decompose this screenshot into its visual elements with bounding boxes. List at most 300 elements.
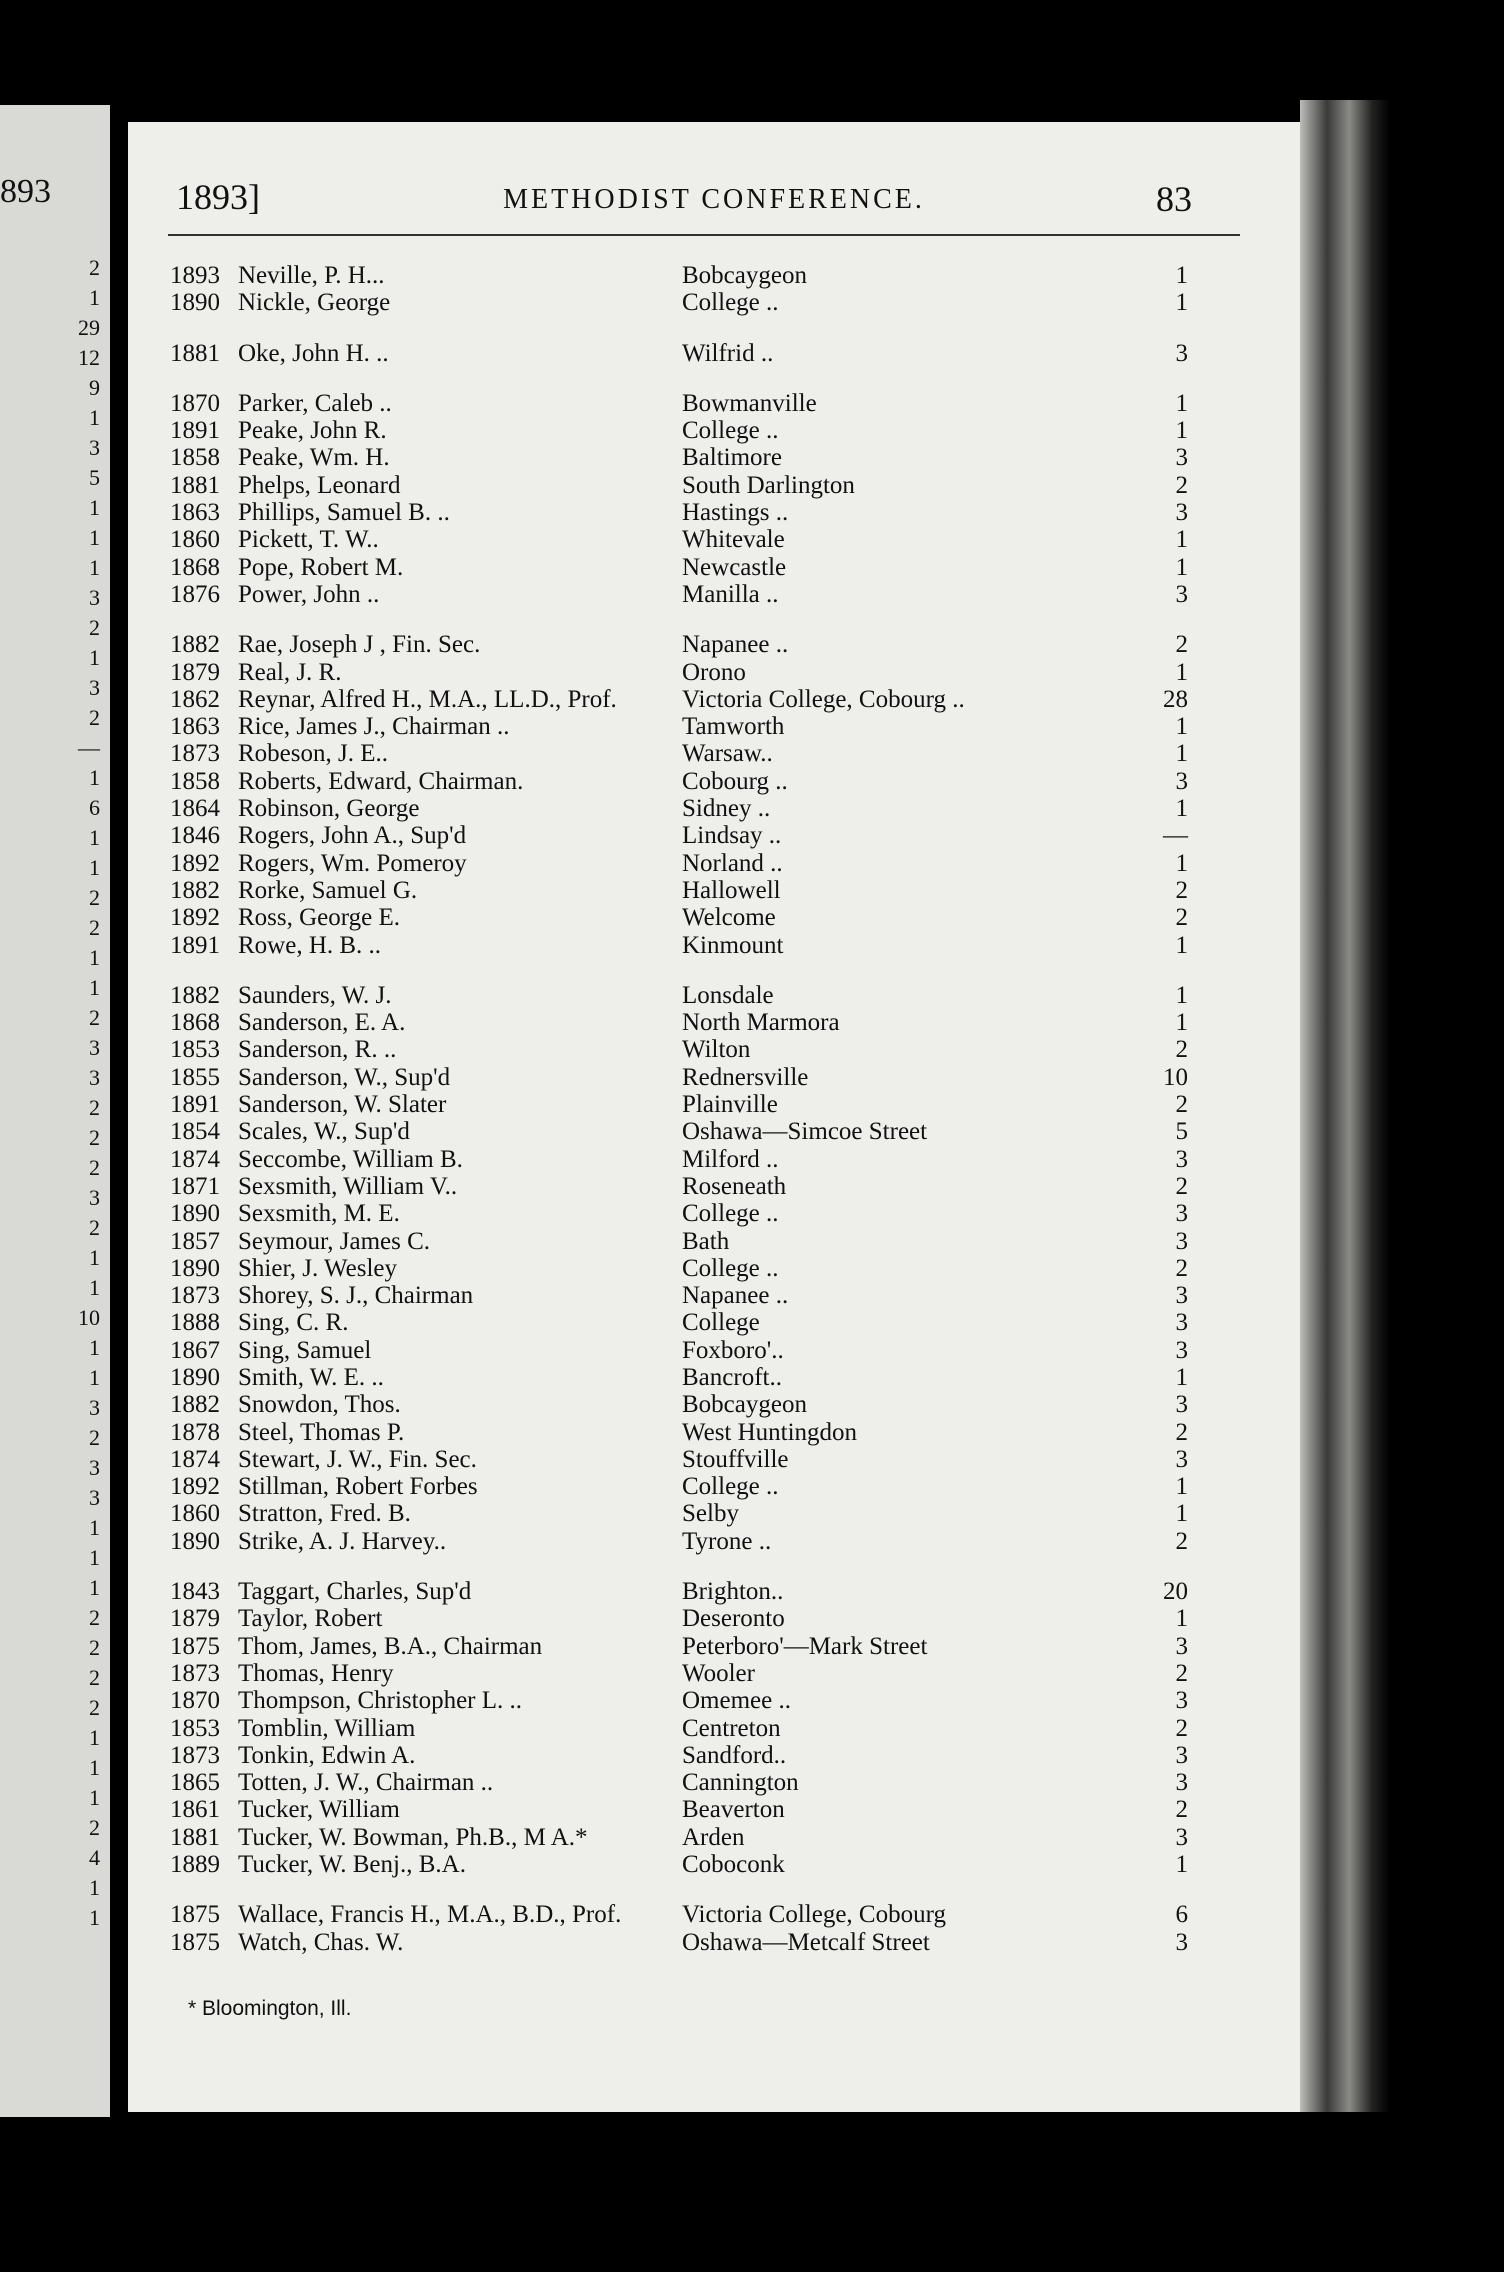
entry-station: Napanee .. — [682, 1282, 789, 1310]
entry-name: Wallace, Francis H., M.A., B.D., Prof. — [238, 1901, 622, 1929]
entry-name: Neville, P. H... — [238, 262, 385, 289]
previous-page-number: 1 — [89, 1545, 100, 1570]
previous-page-number: 3 — [89, 1485, 100, 1510]
list-item — [128, 1446, 1300, 1473]
entry-name: Taylor, Robert — [238, 1605, 383, 1633]
list-item — [128, 1064, 1300, 1091]
previous-page-number: 1 — [89, 555, 100, 580]
previous-page-number: 3 — [89, 675, 100, 700]
entry-years-count: 2 — [1175, 904, 1188, 932]
page-title: METHODIST CONFERENCE. — [503, 184, 925, 215]
page-header — [128, 168, 1300, 228]
entry-years-count: 20 — [1163, 1578, 1188, 1606]
list-item — [128, 1578, 1300, 1605]
entry-year: 1878 — [170, 1418, 220, 1446]
entry-station: Oshawa—Simcoe Street — [682, 1118, 928, 1146]
entry-years-count: 3 — [1175, 1282, 1188, 1310]
previous-page-number: 1 — [89, 1245, 100, 1270]
entry-years-count: 1 — [1175, 417, 1188, 445]
list-item — [128, 390, 1300, 417]
entry-station: Cobourg .. — [682, 767, 788, 795]
previous-page-number: 6 — [89, 795, 100, 820]
entry-station: Deseronto — [682, 1605, 785, 1633]
previous-page-number: 3 — [89, 585, 100, 610]
entry-years-count: 2 — [1175, 1418, 1188, 1446]
entry-year: 1881 — [170, 339, 220, 367]
section-gap — [128, 367, 1300, 390]
entry-station: Norland .. — [682, 849, 783, 877]
entry-year: 1876 — [170, 580, 220, 608]
previous-page-number: 1 — [89, 855, 100, 880]
previous-page-fragment — [0, 105, 110, 2117]
entry-station: Tyrone .. — [682, 1527, 772, 1555]
entry-name: Shorey, S. J., Chairman — [238, 1282, 474, 1310]
entry-name: Sanderson, W., Sup'd — [238, 1063, 451, 1091]
previous-page-number: 1 — [89, 1275, 100, 1300]
entry-year: 1873 — [170, 1282, 220, 1310]
entry-years-count: 1 — [1175, 1473, 1188, 1501]
entry-year: 1882 — [170, 1391, 220, 1419]
entry-name: Rogers, Wm. Pomeroy — [238, 849, 467, 877]
entry-name: Sanderson, E. A. — [238, 1009, 406, 1037]
entry-station: Newcastle — [682, 553, 787, 581]
entry-name: Robinson, George — [238, 795, 420, 823]
entry-name: Totten, J. W., Chairman .. — [238, 1769, 494, 1797]
list-item — [128, 1309, 1300, 1336]
entry-years-count: 1 — [1175, 1605, 1188, 1633]
entry-year: 1873 — [170, 1659, 220, 1687]
entry-years-count: 3 — [1175, 1200, 1188, 1228]
previous-page-number: 1 — [89, 1905, 100, 1930]
list-item — [128, 982, 1300, 1009]
entry-year: 1868 — [170, 1009, 220, 1037]
entry-station: Centreton — [682, 1714, 781, 1742]
entry-name: Watch, Chas. W. — [238, 1928, 404, 1956]
list-item — [128, 1146, 1300, 1173]
entry-years-count: 2 — [1175, 1714, 1188, 1742]
previous-page-number: 3 — [89, 1065, 100, 1090]
previous-page-number: 2 — [89, 1635, 100, 1660]
entry-name: Phillips, Samuel B. .. — [238, 499, 450, 527]
entry-station: Peterboro'—Mark Street — [682, 1632, 928, 1660]
entry-year: 1882 — [170, 981, 220, 1009]
entry-years-count: 1 — [1175, 1009, 1188, 1037]
previous-page-number: 4 — [89, 1845, 100, 1870]
list-item — [128, 554, 1300, 581]
entry-years-count: 1 — [1175, 1500, 1188, 1528]
list-item — [128, 631, 1300, 658]
entry-name: Tucker, W. Benj., B.A. — [238, 1851, 466, 1879]
list-item — [128, 1337, 1300, 1364]
entry-name: Taggart, Charles, Sup'd — [238, 1578, 472, 1606]
previous-page-number: 1 — [89, 1365, 100, 1390]
entry-years-count: 1 — [1175, 526, 1188, 554]
list-item — [128, 1605, 1300, 1632]
entry-years-count: 3 — [1175, 339, 1188, 367]
entry-years-count: 3 — [1175, 499, 1188, 527]
entry-station: College .. — [682, 417, 779, 445]
entry-years-count: 2 — [1175, 1659, 1188, 1687]
entry-station: Stouffville — [682, 1445, 789, 1473]
list-item — [128, 932, 1300, 959]
entry-station: College .. — [682, 1254, 779, 1282]
entry-name: Tonkin, Edwin A. — [238, 1741, 416, 1769]
previous-page-number: 1 — [89, 285, 100, 310]
list-item — [128, 1200, 1300, 1227]
entry-years-count: 1 — [1175, 389, 1188, 417]
entry-years-count: 3 — [1175, 1687, 1188, 1715]
previous-page-number: 1 — [89, 1755, 100, 1780]
entry-year: 1861 — [170, 1796, 220, 1824]
previous-page-number: 1 — [89, 945, 100, 970]
entry-year: 1853 — [170, 1714, 220, 1742]
entry-station: Cannington — [682, 1769, 799, 1797]
entry-year: 1855 — [170, 1063, 220, 1091]
entry-name: Roberts, Edward, Chairman. — [238, 767, 524, 795]
entry-years-count: 3 — [1175, 444, 1188, 472]
entry-years-count: 1 — [1175, 981, 1188, 1009]
entry-years-count: — — [1163, 822, 1188, 850]
entry-year: 1891 — [170, 931, 220, 959]
entry-year: 1881 — [170, 1823, 220, 1851]
list-item — [128, 1091, 1300, 1118]
entry-years-count: 2 — [1175, 1172, 1188, 1200]
previous-page-number: 2 — [89, 1095, 100, 1120]
entry-station: Arden — [682, 1823, 745, 1851]
entry-station: College .. — [682, 1473, 779, 1501]
entry-year: 1890 — [170, 1363, 220, 1391]
entry-year: 1870 — [170, 389, 220, 417]
entry-station: Selby — [682, 1500, 739, 1528]
entry-years-count: 1 — [1175, 713, 1188, 741]
entry-years-count: 3 — [1175, 1741, 1188, 1769]
entry-years-count: 1 — [1175, 289, 1188, 317]
list-item — [128, 1364, 1300, 1391]
previous-page-number: 1 — [89, 1785, 100, 1810]
entry-years-count: 1 — [1175, 740, 1188, 768]
entry-name: Robeson, J. E.. — [238, 740, 388, 768]
previous-page-number: 3 — [89, 1035, 100, 1060]
entry-years-count: 3 — [1175, 1391, 1188, 1419]
entry-year: 1890 — [170, 1254, 220, 1282]
entry-name: Peake, Wm. H. — [238, 444, 390, 472]
entry-years-count: 2 — [1175, 1254, 1188, 1282]
entry-year: 1871 — [170, 1172, 220, 1200]
list-item — [128, 822, 1300, 849]
entry-year: 1863 — [170, 499, 220, 527]
entry-year: 1890 — [170, 1200, 220, 1228]
entry-year: 1889 — [170, 1851, 220, 1879]
previous-page-number: 1 — [89, 1875, 100, 1900]
entry-year: 1881 — [170, 471, 220, 499]
entry-year: 1879 — [170, 1605, 220, 1633]
previous-page-number: 3 — [89, 1395, 100, 1420]
list-item — [128, 877, 1300, 904]
previous-page-number: 1 — [89, 1725, 100, 1750]
list-item — [128, 1851, 1300, 1878]
list-item — [128, 472, 1300, 499]
entry-name: Strike, A. J. Harvey.. — [238, 1527, 447, 1555]
list-item — [128, 1660, 1300, 1687]
entry-station: Plainville — [682, 1091, 778, 1119]
list-item — [128, 1901, 1300, 1928]
list-item — [128, 1687, 1300, 1714]
entry-name: Pickett, T. W.. — [238, 526, 379, 554]
entry-years-count: 2 — [1175, 1036, 1188, 1064]
entry-station: South Darlington — [682, 471, 855, 499]
list-item — [128, 1633, 1300, 1660]
entry-years-count: 1 — [1175, 849, 1188, 877]
entry-station: Whitevale — [682, 526, 785, 554]
entry-year: 1879 — [170, 658, 220, 686]
header-year: 1893] — [176, 177, 260, 217]
previous-page-number: 9 — [89, 375, 100, 400]
entry-year: 1868 — [170, 553, 220, 581]
entry-year: 1867 — [170, 1336, 220, 1364]
list-item — [128, 1473, 1300, 1500]
list-item — [128, 1228, 1300, 1255]
entry-name: Saunders, W. J. — [238, 981, 392, 1009]
previous-page-number: 2 — [89, 885, 100, 910]
entry-year: 1862 — [170, 685, 220, 713]
entry-years-count: 1 — [1175, 795, 1188, 823]
section-gap — [128, 959, 1300, 982]
entry-year: 1860 — [170, 526, 220, 554]
entry-name: Steel, Thomas P. — [238, 1418, 405, 1446]
entry-name: Seccombe, William B. — [238, 1145, 463, 1173]
entry-station: Napanee .. — [682, 631, 789, 659]
entry-station: Omemee .. — [682, 1687, 791, 1715]
entry-station: Bobcaygeon — [682, 1391, 807, 1419]
entry-year: 1875 — [170, 1928, 220, 1956]
entry-station: College — [682, 1309, 760, 1337]
entry-name: Rorke, Samuel G. — [238, 876, 418, 904]
previous-page-number: 1 — [89, 1335, 100, 1360]
entry-station: Roseneath — [682, 1172, 787, 1200]
list-item — [128, 1255, 1300, 1282]
previous-page-number: 2 — [89, 1125, 100, 1150]
previous-page-number: 2 — [89, 1005, 100, 1030]
list-item — [128, 740, 1300, 767]
entry-year: 1882 — [170, 631, 220, 659]
entry-year: 1892 — [170, 904, 220, 932]
list-item — [128, 340, 1300, 367]
list-item — [128, 686, 1300, 713]
entry-year: 1882 — [170, 876, 220, 904]
entry-year: 1891 — [170, 1091, 220, 1119]
page-number: 83 — [1156, 179, 1192, 219]
entry-station: Beaverton — [682, 1796, 785, 1824]
entry-year: 1892 — [170, 1473, 220, 1501]
entry-station: Manilla .. — [682, 580, 779, 608]
entry-years-count: 3 — [1175, 767, 1188, 795]
list-item — [128, 1173, 1300, 1200]
previous-page-number: 2 — [89, 1815, 100, 1840]
book-spine — [1300, 100, 1390, 2112]
previous-page-number: 2 — [89, 255, 100, 280]
entry-station: Baltimore — [682, 444, 782, 472]
entry-years-count: 6 — [1175, 1901, 1188, 1929]
previous-page-number: 3 — [89, 1455, 100, 1480]
entry-years-count: 3 — [1175, 1445, 1188, 1473]
entry-station: Milford .. — [682, 1145, 779, 1173]
entry-name: Tucker, William — [238, 1796, 400, 1824]
entry-station: Bowmanville — [682, 389, 817, 417]
entry-year: 1865 — [170, 1769, 220, 1797]
entry-years-count: 10 — [1163, 1063, 1188, 1091]
entry-years-count: 1 — [1175, 262, 1188, 289]
entry-station: Hastings .. — [682, 499, 789, 527]
entry-years-count: 3 — [1175, 580, 1188, 608]
entry-name: Pope, Robert M. — [238, 553, 404, 581]
entry-years-count: 1 — [1175, 1851, 1188, 1879]
entry-station: Wilfrid .. — [682, 339, 774, 367]
previous-page-number: 12 — [78, 345, 100, 370]
previous-page-number: 3 — [89, 1185, 100, 1210]
entry-station: Welcome — [682, 904, 776, 932]
entry-years-count: 3 — [1175, 1632, 1188, 1660]
entry-name: Snowdon, Thos. — [238, 1391, 401, 1419]
entry-year: 1854 — [170, 1118, 220, 1146]
entry-station: College .. — [682, 1200, 779, 1228]
entry-station: Oshawa—Metcalf Street — [682, 1928, 930, 1956]
list-item — [128, 1715, 1300, 1742]
list-item — [128, 1528, 1300, 1555]
entry-year: 1864 — [170, 795, 220, 823]
list-item — [128, 1036, 1300, 1063]
entry-station: Bath — [682, 1227, 730, 1255]
entry-year: 1853 — [170, 1036, 220, 1064]
list-item — [128, 289, 1300, 316]
list-item — [128, 1742, 1300, 1769]
previous-page-header: 893 — [0, 173, 51, 210]
entry-name: Ross, George E. — [238, 904, 401, 932]
entry-year: 1892 — [170, 849, 220, 877]
section-gap — [128, 1555, 1300, 1578]
previous-page-number: 1 — [89, 765, 100, 790]
entry-years-count: 2 — [1175, 1527, 1188, 1555]
entry-name: Oke, John H. .. — [238, 339, 389, 367]
previous-page-number: 2 — [89, 1605, 100, 1630]
entry-years-count: 3 — [1175, 1823, 1188, 1851]
entry-station: Bobcaygeon — [682, 262, 807, 289]
entry-station: Brighton.. — [682, 1578, 784, 1606]
entry-name: Parker, Caleb .. — [238, 389, 392, 417]
list-item — [128, 1282, 1300, 1309]
previous-page-number: 1 — [89, 825, 100, 850]
entry-year: 1890 — [170, 1527, 220, 1555]
entry-year: 1858 — [170, 444, 220, 472]
list-item — [128, 581, 1300, 608]
entry-year: 1888 — [170, 1309, 220, 1337]
previous-page-number: 2 — [89, 705, 100, 730]
list-item — [128, 444, 1300, 471]
previous-page-number: 10 — [78, 1305, 100, 1330]
list-item — [128, 904, 1300, 931]
list-item — [128, 1929, 1300, 1956]
entry-name: Reynar, Alfred H., M.A., LL.D., Prof. — [238, 685, 617, 713]
previous-page-number: 1 — [89, 405, 100, 430]
footnote: * Bloomington, Ill. — [188, 1997, 352, 2020]
previous-page-number: 2 — [89, 915, 100, 940]
section-gap — [128, 1878, 1300, 1901]
previous-page-number: 1 — [89, 1515, 100, 1540]
entry-years-count: 1 — [1175, 1363, 1188, 1391]
entry-years-count: 2 — [1175, 471, 1188, 499]
entry-year: 1860 — [170, 1500, 220, 1528]
previous-page-number: 1 — [89, 1575, 100, 1600]
entry-name: Rowe, H. B. .. — [238, 931, 382, 959]
entry-name: Peake, John R. — [238, 417, 387, 445]
entry-station: Wilton — [682, 1036, 751, 1064]
previous-page-number: 1 — [89, 645, 100, 670]
entry-years-count: 3 — [1175, 1336, 1188, 1364]
header-rule — [168, 234, 1240, 236]
list-item — [128, 768, 1300, 795]
entry-station: Tamworth — [682, 713, 785, 741]
list-item — [128, 1419, 1300, 1446]
entry-year: 1875 — [170, 1632, 220, 1660]
entry-year: 1891 — [170, 417, 220, 445]
previous-page-number: 29 — [78, 315, 100, 340]
entry-name: Rice, James J., Chairman .. — [238, 713, 510, 741]
entry-years-count: 2 — [1175, 1091, 1188, 1119]
entry-year: 1843 — [170, 1578, 220, 1606]
list-item — [128, 1391, 1300, 1418]
previous-page-number: 3 — [89, 435, 100, 460]
entry-station: Victoria College, Cobourg .. — [682, 685, 965, 713]
entry-name: Sing, C. R. — [238, 1309, 349, 1337]
previous-page-number: 2 — [89, 1215, 100, 1240]
entry-name: Nickle, George — [238, 289, 391, 317]
entry-station: Warsaw.. — [682, 740, 773, 768]
entry-name: Rogers, John A., Sup'd — [238, 822, 467, 850]
list-item — [128, 795, 1300, 822]
entry-years-count: 3 — [1175, 1928, 1188, 1956]
list-item — [128, 1824, 1300, 1851]
entry-name: Rae, Joseph J , Fin. Sec. — [238, 631, 481, 659]
list-item — [128, 1118, 1300, 1145]
previous-page-number: 5 — [89, 465, 100, 490]
list-item — [128, 659, 1300, 686]
list-item — [128, 1500, 1300, 1527]
entry-year: 1870 — [170, 1687, 220, 1715]
previous-page-number: 1 — [89, 525, 100, 550]
entry-year: 1890 — [170, 289, 220, 317]
entry-years-count: 3 — [1175, 1309, 1188, 1337]
previous-page-number: 2 — [89, 1695, 100, 1720]
entry-name: Thomas, Henry — [238, 1659, 394, 1687]
list-item — [128, 713, 1300, 740]
entry-station: College .. — [682, 289, 779, 317]
entry-name: Scales, W., Sup'd — [238, 1118, 410, 1146]
entry-years-count: 2 — [1175, 631, 1188, 659]
entry-name: Seymour, James C. — [238, 1227, 431, 1255]
previous-page-number: 1 — [89, 495, 100, 520]
previous-page-number: 2 — [89, 1425, 100, 1450]
entry-name: Sanderson, W. Slater — [238, 1091, 447, 1119]
entry-name: Sexsmith, M. E. — [238, 1200, 400, 1228]
entry-name: Thompson, Christopher L. .. — [238, 1687, 523, 1715]
book-page — [128, 122, 1300, 2112]
entry-name: Sexsmith, William V.. — [238, 1172, 458, 1200]
entry-station: Orono — [682, 658, 746, 686]
entry-name: Power, John .. — [238, 580, 380, 608]
previous-page-number: 2 — [89, 1155, 100, 1180]
entry-year: 1874 — [170, 1145, 220, 1173]
entry-station: Rednersville — [682, 1063, 809, 1091]
entry-station: Lindsay .. — [682, 822, 782, 850]
